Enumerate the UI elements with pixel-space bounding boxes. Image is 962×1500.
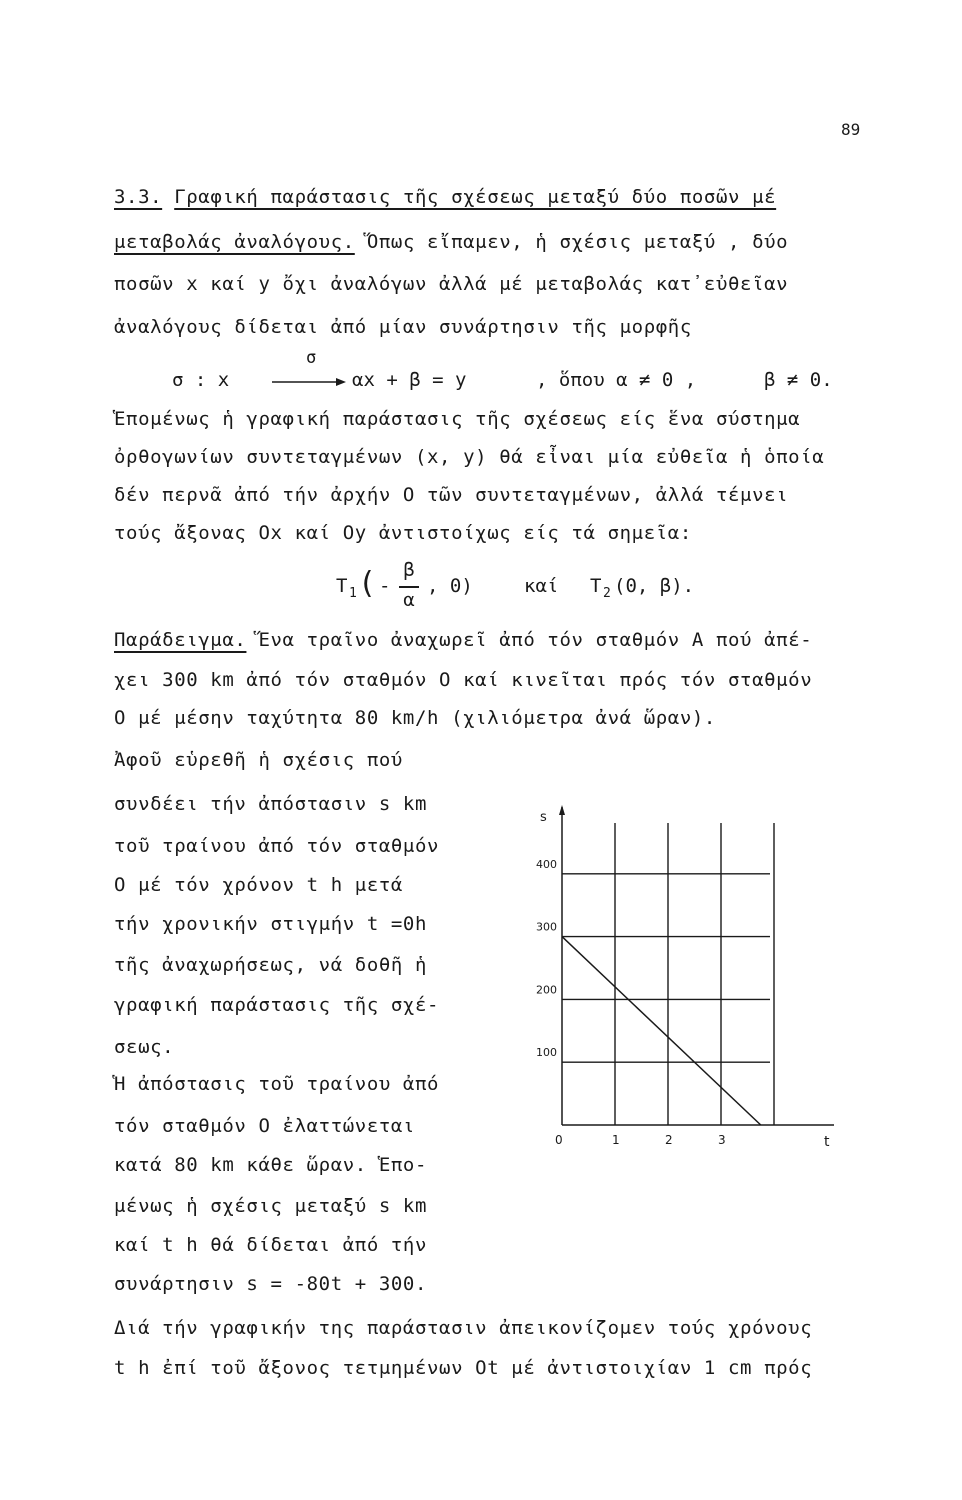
section-title: Γραφική παράστασις τῆς σχέσεως μεταξύ δύο ποσῶν μέ: [174, 186, 777, 208]
left-line: συνδέει τήν ἀπόστασιν s km: [114, 793, 428, 815]
t2-label: T: [590, 575, 602, 597]
x-tick-label: 2: [665, 1133, 673, 1147]
t2-coords: (0, β).: [614, 575, 695, 597]
section-title-line2: [114, 230, 788, 254]
section-title-cont: μεταβολάς ἀναλόγους.: [114, 231, 355, 253]
formula-condition-a: , ὅπου α ≠ 0 ,: [536, 369, 697, 391]
series-line: [562, 937, 761, 1125]
y-tick-label: 300: [536, 920, 557, 934]
left-line: Ἡ ἀπόστασις τοῦ τραίνου ἀπό: [114, 1073, 440, 1095]
fraction-bar: [399, 586, 419, 588]
closing-line-2: t h ἐπί τοῦ ἄξονος τετμημένων Ot μέ ἀντιστοιχίαν 1 cm πρός: [114, 1357, 813, 1379]
left-line: καί t h θά δίδεται ἀπό τήν: [114, 1234, 428, 1256]
t1-coords-rest: , 0): [427, 575, 473, 597]
t1-paren-open: (: [358, 566, 377, 601]
closing-line-1: Διά τήν γραφικήν της παράστασιν ἀπεικονίζομεν τούς χρόνους: [114, 1317, 813, 1339]
y-tick-label: 200: [536, 983, 557, 997]
fraction-numerator: β: [403, 559, 415, 581]
body-line-6: Ἑπομένως ἡ γραφική παράστασις τῆς σχέσεως είς ἕνα σύστημα: [114, 408, 801, 430]
left-line: μένως ἡ σχέσις μεταξύ s km: [114, 1195, 428, 1217]
left-line: κατά 80 km κάθε ὥραν. Ἑπο-: [114, 1154, 428, 1176]
left-line: σεως.: [114, 1036, 175, 1058]
fraction-denominator: α: [403, 589, 415, 611]
left-line: τοῦ τραίνου ἀπό τόν σταθμόν: [114, 835, 440, 857]
x-tick-label: 1: [612, 1133, 620, 1147]
formula-left: σ : x: [172, 369, 230, 391]
body-line-3: ποσῶν x καί y ὄχι ἀναλόγων ἀλλά μέ μεταβολάς κατ᾽εὐθεῖαν: [114, 273, 789, 295]
example-label: Παράδειγμα.: [114, 629, 247, 651]
example-line-3: O μέ μέσην ταχύτητα 80 km/h (χιλιόμετρα ἀνά ὥραν).: [114, 707, 716, 729]
distance-time-graph: [520, 795, 840, 1165]
page-number: 89: [841, 120, 861, 139]
formula-condition-b: β ≠ 0.: [764, 369, 833, 391]
formula-right: αx + β = y: [352, 369, 467, 391]
left-line: τήν χρονικήν στιγμήν t =0h: [114, 913, 428, 935]
arrow-icon: [272, 376, 346, 388]
points-kai: καί: [524, 575, 559, 597]
y-tick-label: 100: [536, 1046, 557, 1060]
left-line: Ἀφοῦ εὑρεθῆ ἡ σχέσις πού: [114, 749, 403, 771]
t1-subscript: 1: [349, 586, 357, 601]
section-title-line1: [114, 185, 776, 209]
y-tick-label: 400: [536, 857, 557, 871]
example-line-1: [114, 628, 812, 652]
example-line-2: χει 300 km ἀπό τόν σταθμόν O καί κινεῖται πρός τόν σταθμόν: [114, 669, 813, 691]
x-tick-label: 3: [718, 1133, 726, 1147]
left-line: τῆς ἀναχωρήσεως, νά δοθῆ ἡ: [114, 954, 428, 976]
body-line-7: ὀρθογωνίων συντεταγμένων (x, y) θά εἶναι μία εὐθεῖα ἡ ὁποία: [114, 446, 825, 468]
t2-subscript: 2: [603, 586, 611, 601]
body-text: Ὅπως εἴπαμεν, ἡ σχέσις μεταξύ , δύο: [366, 231, 789, 253]
t1-minus: -: [379, 575, 391, 597]
sigma-label: σ: [306, 348, 317, 368]
example-text: Ἕνα τραῖνο ἀναχωρεῖ ἀπό τόν σταθμόν A πού ἀπέ-: [258, 629, 813, 651]
x-tick-label: 0: [555, 1133, 563, 1147]
left-line: συνάρτησιν s = -80t + 300.: [114, 1273, 428, 1295]
body-line-9: τούς ἄξονας Ox καί Oy ἀντιστοίχως είς τά σημεῖα:: [114, 522, 692, 544]
left-line: γραφική παράστασις τῆς σχέ-: [114, 994, 440, 1016]
x-axis-label: t: [824, 1134, 830, 1150]
left-line: O μέ τόν χρόνον t h μετά: [114, 874, 403, 896]
body-line-8: δέν περνᾶ ἀπό τήν ἀρχήν O τῶν συντεταγμένων, ἀλλά τέμνει: [114, 484, 789, 506]
left-line: τόν σταθμόν O ἐλαττώνεται: [114, 1115, 415, 1137]
y-axis-arrowhead: [559, 805, 565, 815]
y-axis-label: s: [540, 810, 547, 825]
section-number: 3.3.: [114, 186, 163, 208]
body-line-4: ἀναλόγους δίδεται ἀπό μίαν συνάρτησιν τῆς μορφῆς: [114, 316, 692, 338]
t1-label: T: [336, 575, 348, 597]
